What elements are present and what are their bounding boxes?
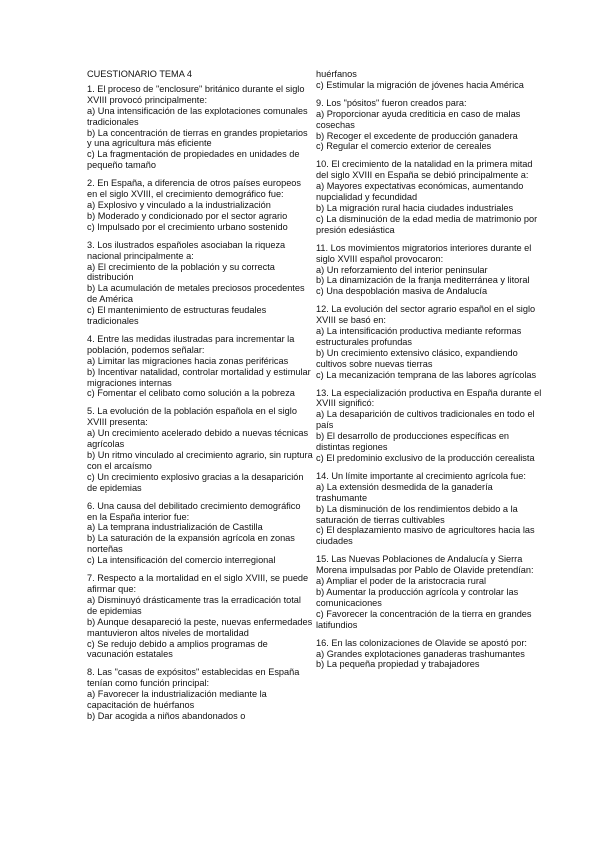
answer-option: b) Aumentar la producción agrícola y controlar las comunicaciones bbox=[316, 586, 519, 608]
answer-option: b) La disminución de los rendimientos debido a la saturación de tierras cultivables bbox=[316, 503, 518, 525]
document-title: CUESTIONARIO TEMA 4 bbox=[87, 69, 192, 79]
answer-option: b) Recoger el excedente de producción ganadera bbox=[316, 130, 518, 141]
answer-option: b) Aunque desapareció la peste, nuevas enfermedades mantuvieron altos niveles de mortalidad bbox=[87, 616, 313, 638]
question-text: 5. La evolución de la población española en el siglo XVIII presenta: bbox=[87, 406, 297, 428]
answer-option: b) Dar acogida a niños abandonados o bbox=[87, 710, 246, 721]
answer-option: a) Limitar las migraciones hacia zonas periféricas bbox=[87, 355, 289, 366]
continuation-block bbox=[316, 69, 542, 91]
right-column bbox=[316, 69, 542, 677]
question-text: 9. Los "pósitos" fueron creados para: bbox=[316, 97, 467, 108]
question-text: 10. El crecimiento de la natalidad en la primera mitad del siglo XVIII en España se debió principalmente a: bbox=[316, 159, 533, 181]
answer-option: c) El predominio exclusivo de la producción cerealista bbox=[316, 453, 535, 463]
question-block bbox=[316, 159, 542, 235]
question-text: 13. La especialización productiva en España durante el XVIII significó: bbox=[316, 387, 542, 409]
answer-option: b) El desarrollo de producciones específicas en distintas regiones bbox=[316, 431, 510, 453]
question-block bbox=[87, 178, 313, 233]
question-block bbox=[316, 98, 542, 153]
question-block bbox=[87, 667, 313, 722]
question-block bbox=[316, 304, 542, 380]
answer-option: b) La dinamización de la franja mediterránea y litoral bbox=[316, 275, 530, 286]
question-text: 12. La evolución del sector agrario español en el siglo XVIII se basó en: bbox=[316, 304, 536, 326]
answer-option: a) La temprana industrialización de Castilla bbox=[87, 522, 263, 533]
answer-option: b) Un ritmo vinculado al crecimiento agrario, sin ruptura con el arcaísmo bbox=[87, 450, 313, 471]
question-text: 7. Respecto a la mortalidad en el siglo XVIII, se puede afirmar que: bbox=[87, 573, 309, 594]
answer-option: c) Favorecer la concentración de la tierra en grandes latifundios bbox=[316, 608, 532, 630]
answer-option: b) La saturación de la expansión agrícola en zonas norteñas bbox=[87, 533, 295, 555]
answer-option: a) Una intensificación de las explotaciones comunales tradicionales bbox=[87, 105, 308, 127]
answer-option: c) La mecanización temprana de las labores agrícolas bbox=[316, 369, 537, 380]
question-block bbox=[87, 406, 313, 493]
question-text: 1. El proceso de "enclosure" británico durante el siglo XVIII provocó principalmente: bbox=[87, 83, 305, 105]
answer-option: b) La migración rural hacia ciudades industriales bbox=[316, 202, 514, 213]
question-block bbox=[87, 334, 313, 399]
question-text: 2. En España, a diferencia de otros países europeos en el siglo XVIII, el crecimiento demográfico fue: bbox=[87, 178, 302, 200]
answer-option: a) Un reforzamiento del interior peninsular bbox=[316, 264, 488, 275]
answer-option: c) El desplazamiento masivo de agricultores hacia las ciudades bbox=[316, 525, 535, 547]
answer-option: a) Grandes explotaciones ganaderas trashumantes bbox=[316, 648, 525, 659]
answer-option: c) Impulsado por el crecimiento urbano sostenido bbox=[87, 221, 288, 232]
question-text: 16. En las colonizaciones de Olavide se apostó por: bbox=[316, 637, 527, 648]
answer-option: c) Fomentar el celibato como solución a la pobreza bbox=[87, 388, 295, 399]
answer-option: c) Una despoblación masiva de Andalucía bbox=[316, 286, 488, 297]
continued-option-text: huérfanos bbox=[316, 69, 357, 79]
answer-option: a) Favorecer la industrialización mediante la capacitación de huérfanos bbox=[87, 689, 267, 711]
answer-option: a) Disminuyó drásticamente tras la erradicación total de epidemias bbox=[87, 594, 301, 616]
question-block bbox=[316, 388, 542, 464]
answer-option: c) Regular el comercio exterior de cereales bbox=[316, 141, 492, 152]
question-text: 4. Entre las medidas ilustradas para incrementar la población, podemos señalar: bbox=[87, 333, 295, 355]
question-text: 15. Las Nuevas Poblaciones de Andalucía y Sierra Morena impulsadas por Pablo de Olavide pretendían: bbox=[316, 554, 534, 576]
answer-option: b) Incentivar natalidad, controlar mortalidad y estimular migraciones internas bbox=[87, 366, 311, 388]
answer-option: c) La intensificación del comercio interregional bbox=[87, 555, 276, 566]
answer-option: a) Ampliar el poder de la aristocracia rural bbox=[316, 576, 487, 587]
answer-option: a) Explosivo y vinculado a la industrialización bbox=[87, 199, 271, 210]
question-block bbox=[316, 554, 542, 630]
left-column bbox=[87, 69, 313, 729]
answer-option: a) La intensificación productiva mediante reformas estructurales profundas bbox=[316, 326, 522, 347]
answer-option: c) El mantenimiento de estructuras feudales tradicionales bbox=[87, 305, 267, 327]
answer-option: b) La concentración de tierras en grandes propietarios y una agricultura más eficiente bbox=[87, 127, 308, 149]
continued-option-text: c) Estimular la migración de jóvenes hacia América bbox=[316, 79, 524, 90]
answer-option: c) Un crecimiento explosivo gracias a la desaparición de epidemias bbox=[87, 471, 304, 493]
question-text: 14. Un límite importante al crecimiento agrícola fue: bbox=[316, 470, 526, 481]
question-text: 6. Una causa del debilitado crecimiento demográfico en la España interior fue: bbox=[87, 500, 301, 522]
question-block bbox=[316, 243, 542, 298]
answer-option: a) Mayores expectativas económicas, aumentando nupcialidad y fecundidad bbox=[316, 181, 524, 203]
answer-option: c) La fragmentación de propiedades en unidades de pequeño tamaño bbox=[87, 149, 300, 171]
answer-option: a) Un crecimiento acelerado debido a nuevas técnicas agrícolas bbox=[87, 428, 309, 450]
answer-option: b) La pequeña propiedad y trabajadores bbox=[316, 659, 480, 670]
answer-option: a) El crecimiento de la población y su correcta distribución bbox=[87, 261, 275, 283]
answer-option: c) La disminución de la edad media de matrimonio por presión edesiástica bbox=[316, 213, 538, 235]
answer-option: a) Proporcionar ayuda crediticia en caso de malas cosechas bbox=[316, 108, 521, 130]
question-block bbox=[316, 471, 542, 547]
question-block bbox=[87, 240, 313, 327]
question-block bbox=[316, 638, 542, 671]
question-block bbox=[87, 573, 313, 660]
question-text: 8. Las "casas de expósitos" establecidas en España tenían como función principal: bbox=[87, 667, 300, 689]
question-block bbox=[87, 84, 313, 171]
answer-option: a) La extensión desmedida de la ganadería trashumante bbox=[316, 481, 493, 503]
question-text: 3. Los ilustrados españoles asociaban la riqueza nacional principalmente a: bbox=[87, 239, 286, 261]
answer-option: a) La desaparición de cultivos tradicionales en todo el país bbox=[316, 409, 535, 431]
answer-option: b) La acumulación de metales preciosos procedentes de América bbox=[87, 283, 305, 305]
answer-option: b) Moderado y condicionado por el sector agrario bbox=[87, 210, 288, 221]
question-text: 11. Los movimientos migratorios interiores durante el siglo XVIII español provocaron: bbox=[316, 242, 532, 264]
answer-option: c) Se redujo debido a amplios programas de vacunación estatales bbox=[87, 638, 268, 660]
question-block bbox=[87, 501, 313, 566]
answer-option: b) Un crecimiento extensivo clásico, expandiendo cultivos sobre nuevas tierras bbox=[316, 347, 518, 369]
